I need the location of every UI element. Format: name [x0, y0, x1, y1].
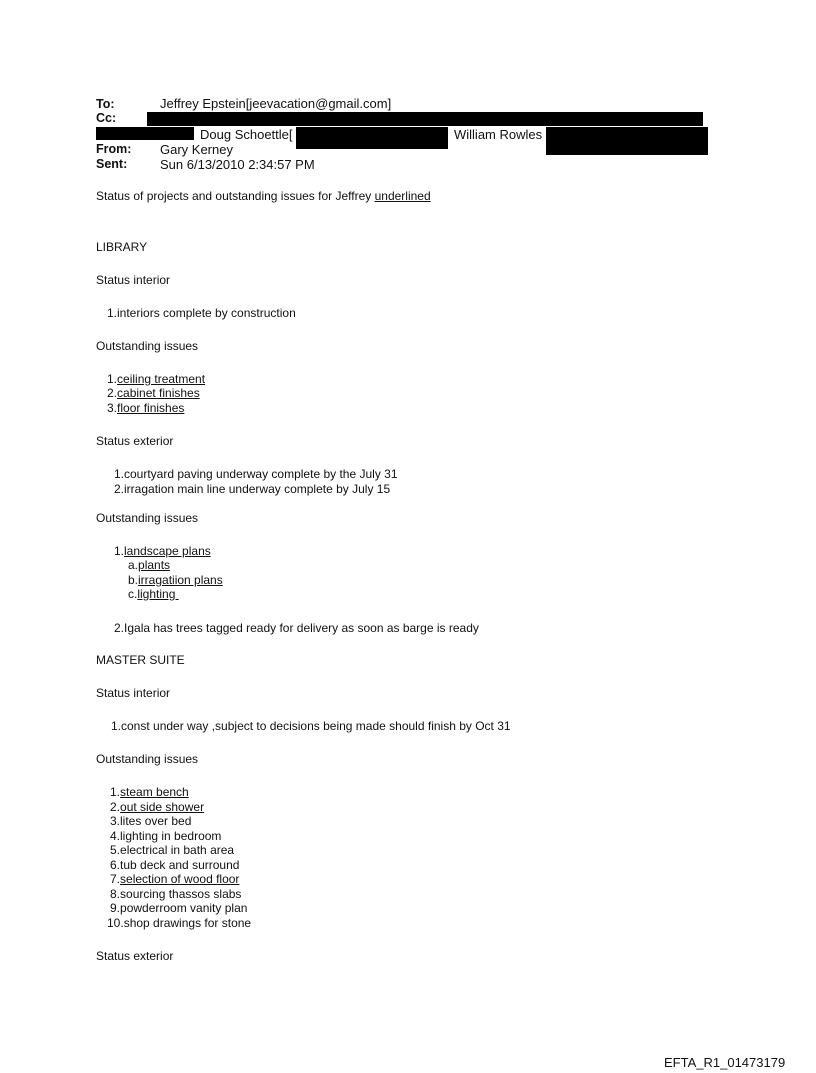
- library-interior-item: 1.interiors complete by construction: [107, 306, 296, 320]
- master-status-exterior: Status exterior: [96, 949, 174, 963]
- cc-label: Cc:: [96, 111, 117, 125]
- sub-list-item: a.plants: [128, 558, 171, 572]
- list-item: 6.tub deck and surround: [110, 858, 240, 872]
- to-value: Jeffrey Epstein[jeevacation@gmail.com]: [160, 96, 392, 111]
- list-item: 8.sourcing thassos slabs: [110, 887, 242, 901]
- section-heading-library: LIBRARY: [96, 240, 148, 254]
- sub-list-item: b.irragatiion plans: [128, 573, 223, 587]
- intro-underlined: underlined: [374, 189, 431, 203]
- list-item: 2.out side shower: [110, 800, 205, 814]
- list-item: 1.ceiling treatment: [107, 372, 206, 386]
- library-exterior-item: 2.irragation main line underway complete by July 15: [114, 482, 391, 496]
- cc-name-1: Doug Schoettle[: [200, 127, 293, 142]
- list-item: 9.powderroom vanity plan: [110, 901, 248, 915]
- section-heading-master-suite: MASTER SUITE: [96, 653, 185, 667]
- redaction-bar: [96, 127, 194, 140]
- list-item: 7.selection of wood floor: [110, 872, 240, 886]
- library-outstanding-heading: Outstanding issues: [96, 339, 199, 353]
- library-status-exterior: Status exterior: [96, 434, 174, 448]
- to-label: To:: [96, 97, 115, 111]
- library-outstanding-heading-2: Outstanding issues: [96, 511, 199, 525]
- redaction-bar: [296, 127, 448, 149]
- list-item: 3.lites over bed: [110, 814, 192, 828]
- list-item: 5.electrical in bath area: [110, 843, 235, 857]
- intro-text: Status of projects and outstanding issues for Jeffrey: [96, 189, 375, 203]
- list-item: 10.shop drawings for stone: [107, 916, 252, 930]
- cc-name-2: William Rowles: [454, 127, 543, 142]
- list-item: 1.landscape plans: [114, 544, 211, 558]
- master-outstanding-heading: Outstanding issues: [96, 752, 199, 766]
- sub-list-item: c.lighting: [128, 587, 179, 601]
- library-status-interior: Status interior: [96, 273, 171, 287]
- from-label: From:: [96, 142, 132, 156]
- redaction-bar: [147, 112, 703, 126]
- list-item: 2.cabinet finishes: [107, 386, 200, 400]
- intro-line: [96, 189, 431, 203]
- redaction-bar: [546, 127, 708, 155]
- list-item: 1.steam bench: [110, 785, 189, 799]
- sent-value: Sun 6/13/2010 2:34:57 PM: [160, 157, 315, 172]
- sent-label: Sent:: [96, 157, 128, 171]
- master-interior-item: 1.const under way ,subject to decisions being made should finish by Oct 31: [111, 719, 511, 733]
- list-item: 3.floor finishes: [107, 401, 185, 415]
- master-status-interior: Status interior: [96, 686, 171, 700]
- list-item: 4.lighting in bedroom: [110, 829, 222, 843]
- library-igala-item: 2.Igala has trees tagged ready for delivery as soon as barge is ready: [114, 621, 479, 635]
- from-value: Gary Kerney: [160, 142, 233, 157]
- library-exterior-item: 1.courtyard paving underway complete by the July 31: [114, 467, 398, 481]
- document-id: EFTA_R1_01473179: [664, 1055, 786, 1070]
